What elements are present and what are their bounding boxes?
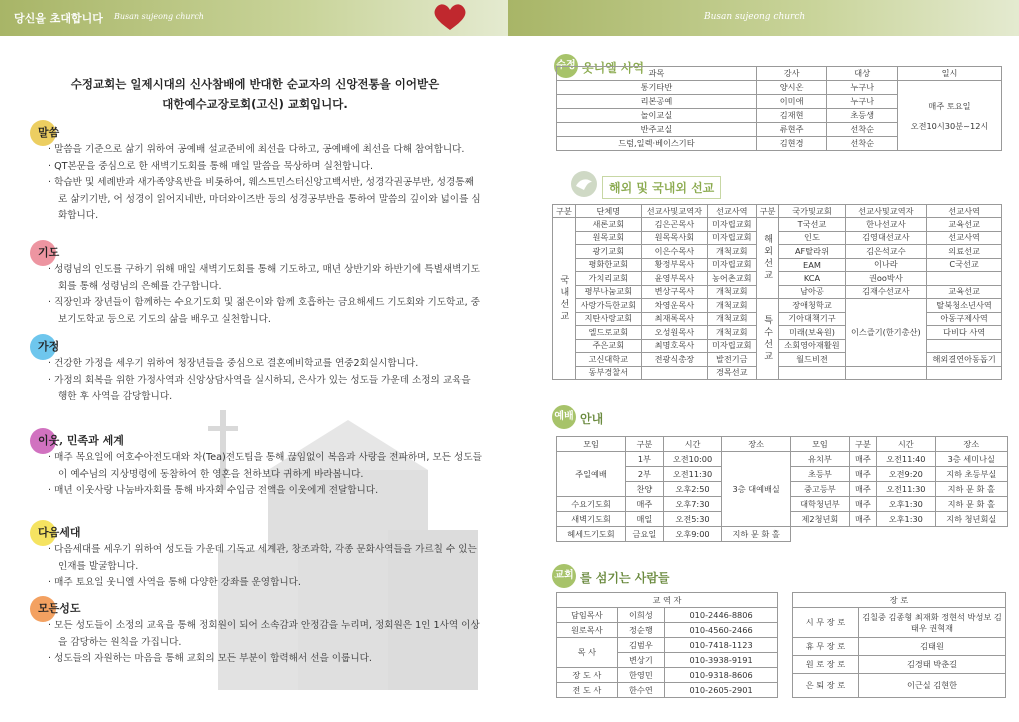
worship-label: 안내 xyxy=(580,412,604,426)
othniel-label: 옷니엘 사역 xyxy=(582,61,645,75)
table-header: 선교사역 xyxy=(707,205,756,218)
right-header-bar xyxy=(508,0,1019,36)
section-word xyxy=(30,120,482,238)
section-neighbors xyxy=(30,428,482,518)
list-item: · 학습반 및 세례반과 새가족양육반을 비롯하여, 웨스트민스터신앙고백서반, 성경각권공부반, 성경통째로 삶키기반, 어 성경이 읽어지네반, 마더와이즈반 등의 성경공부반을 통하여 말씀의 깊이와 넓이를 심화합니다. xyxy=(48,177,481,221)
intro-text: 수정교회는 일제시대의 신사참배에 반대한 순교자의 신앙전통을 이어받은 대한예수교장로회(고신) 교회입니다. xyxy=(70,77,440,111)
section-family xyxy=(30,334,482,422)
table-row: 주은교회 최명호목사 미자립교회 소회영아재활원 xyxy=(553,339,1002,353)
family-label: 가정 xyxy=(38,340,60,353)
word-label: 말씀 xyxy=(38,126,60,139)
dove-icon xyxy=(570,170,598,198)
list-item: · QT본문을 중심으로 한 새벽기도회를 통해 매일 말씀을 묵상하며 실천합니다. xyxy=(48,160,373,172)
list-item: · 매주 토요일 웃니엘 사역을 통해 다양한 강좌를 운영합니다. xyxy=(48,577,301,588)
table-row: 엘드로교회 오성원목사 개척교회 미래(보육원) 다비다 사역 xyxy=(553,326,1002,340)
othniel-time: 매주 토요일 오전10시30분~12시 xyxy=(898,81,1002,151)
list-item: · 가정의 회복을 위한 가정사역과 신앙상담사역을 실시하되, 은사가 있는 성도들 가운데 소정의 교육을 행한 후 사역을 감당합니다. xyxy=(48,374,471,402)
othniel-table: 과목 강사 대상 일시 통기타반 양시온 누구나 매주 토요일 오전10시30분~12시 리본공예 이미애 누구나 놀이교실 김재현 초등생 반주교실 류현주 선착순 드럼,일렉·베이스기타 김현경 선착순 xyxy=(556,66,1002,151)
staff-badge: 교회 xyxy=(552,564,576,588)
table-header: 강사 xyxy=(756,67,827,81)
mission-label: 해외 및 국내외 선교 xyxy=(602,176,721,199)
elders-table: 장 로 시 무 장 로 김칠중 김종형 최재화 정현석 박성보 김태우 권혁재 휴 무 장 로 김태원 원 로 장 로 김경태 박춘길 은 퇴 장 로 이근실 김현한 xyxy=(792,592,1006,698)
table-header: 일시 xyxy=(898,67,1002,81)
table-header: 구분 xyxy=(756,205,779,218)
neighbors-label: 이웃, 민족과 세계 xyxy=(38,434,124,447)
table-header: 대상 xyxy=(827,67,898,81)
overseas-label: 해외선교 xyxy=(756,218,779,299)
section-prayer xyxy=(30,240,482,328)
next-gen-label: 다음세대 xyxy=(38,526,81,539)
list-item: · 성도들의 자원하는 마음을 통해 교회의 모든 부분이 합력해서 선을 이룹니다. xyxy=(48,653,372,664)
list-item: · 건강한 가정을 세우기 위하여 청장년들을 중심으로 결혼예비학교를 연중2회실시합니다. xyxy=(48,358,419,369)
list-item: · 말씀을 기준으로 삶기 위하여 공예배 설교준비에 최선을 다하고, 공예배에 최선을 다해 참여합니다. xyxy=(48,144,465,155)
table-header: 선교사역 xyxy=(927,205,1002,218)
list-item: · 다음세대를 세우기 위하여 성도들 가운데 기독교 세계관, 창조과학, 각종 문화사역들을 가르칠 수 있는 인재를 발굴합니다. xyxy=(48,544,477,572)
section-all-members xyxy=(30,596,482,668)
table-row: 가치리교회 윤영부목사 농어촌교회 KCA 권oo박사 xyxy=(553,272,1002,286)
table-header: 국가및교회 xyxy=(779,205,845,218)
right-page xyxy=(508,0,1019,722)
list-item: · 매주 목요일에 여호수아전도대와 차(Tea)전도팀을 통해 끊임없이 복음과 사랑을 전파하며, 모든 성도들이 예수님의 지상명령에 동참하여 한 영혼을 천하보다 귀하게 바라봅니다. xyxy=(48,452,482,480)
list-item: · 매년 이웃사랑 나눔바자회를 통해 바자회 수입금 전액을 이웃에게 전달합니다. xyxy=(48,485,379,496)
table-row: 평화한교회 황정부목사 미자립교회 EAM 이나라 C국선교 xyxy=(553,258,1002,272)
heart-icon xyxy=(432,2,468,32)
domestic-label: 국내선교 xyxy=(553,218,576,380)
header-subtitle: Busan sujeong church xyxy=(114,12,204,21)
prayer-label: 기도 xyxy=(38,246,60,259)
mission-table xyxy=(552,204,1002,380)
table-row: 광기교회 이은수목사 개척교회 AF탈라위 김은석교수 의료선교 xyxy=(553,245,1002,259)
table-row: 국내선교 새론교회 김은곤목사 미자립교회 해외선교 T국선교 한나선교사 교육선교 xyxy=(553,218,1002,232)
table-row: 평부나눔교회 변상구목사 개척교회 남아공 김재수선교사 교육선교 xyxy=(553,285,1002,299)
worship-table: 모임 구분 시간 장소 모임 구분 시간 장소 주일예배 1부 오전10:00 3층 대예배실 유치부 매주 오전11:40 3층 세미나실 2부 오전11:30 초등부 매주 오전9:20 지하 초등부실 찬양 오후2:50 중고등부 매주 오전11:30 지하 문 화 홀 수요기도회 매주 오후7:30 대학청년부 매주 오후1:30 지하 문 화 홀 새벽기도회 매일 오전5:30 제2청년회 매주 오후1:30 지하 청년회실 헤세드기도회 금요일 오후9:00 지하 문 화 홀 xyxy=(556,436,1008,542)
table-header: 선교사및교역자 xyxy=(845,205,927,218)
table-row: 동부경찰서 경목선교 xyxy=(553,366,1002,380)
table-row: 고신대학교 전광식총장 발전기금 월드비젼 해외결연아동돕기 xyxy=(553,353,1002,367)
othniel-badge: 수정 xyxy=(554,54,578,78)
list-item: · 모든 성도들이 소정의 교육을 통해 정회원이 되어 소속감과 안정감을 누리며, 정회원은 1인 1사역 이상을 감당하는 원칙을 가집니다. xyxy=(48,620,480,648)
special-label: 특수선교 xyxy=(756,299,779,380)
table-header: 단체명 xyxy=(575,205,641,218)
worship-badge: 예배 xyxy=(552,405,576,429)
left-header-bar xyxy=(0,0,508,36)
table-row: 원목교회 원목목사회 미자립교회 인도 김영대선교사 선교사역 xyxy=(553,231,1002,245)
table-row: 사랑가득한교회 차영운목사 개척교회 특수선교 장애청학교 이스즐기(한기총산) 탈북청소년사역 xyxy=(553,299,1002,313)
left-page xyxy=(0,0,508,722)
header-subtitle: Busan sujeong church xyxy=(704,12,806,22)
table-header: 선교사및교역자 xyxy=(641,205,707,218)
table-row: 지탄사랑교회 최재록목사 개척교회 기아대책기구 아동구제사역 xyxy=(553,312,1002,326)
clergy-table: 교 역 자 담임목사 이희성 010-2446-8806 원로목사 정순행 010-4560-2466 목 사 김범우 010-7418-1123 변상기 010-3938-9191 장 도 사 한영민 010-9318-8606 전 도 사 한수연 010-2605-2901 xyxy=(556,592,778,698)
list-item: · 직장인과 장년들이 함께하는 수요기도회 및 젊은이와 함께 호흡하는 금요해세드 기도회와 기도학교, 중보기도학교 등으로 기도의 삶을 배우고 실천합니다. xyxy=(48,297,480,325)
all-members-label: 모든성도 xyxy=(38,602,81,615)
list-item: · 성령님의 인도를 구하기 위해 매일 새벽기도회를 통해 기도하고, 매년 상반기와 하반기에 특별새벽기도회를 통해 성령님의 은혜를 간구합니다. xyxy=(48,264,480,292)
staff-label: 를 섬기는 사람들 xyxy=(580,571,670,585)
section-next-generation xyxy=(30,520,482,592)
table-header: 구분 xyxy=(553,205,576,218)
header-title: 당신을 초대합니다 xyxy=(14,12,103,25)
table-header: 과목 xyxy=(557,67,757,81)
